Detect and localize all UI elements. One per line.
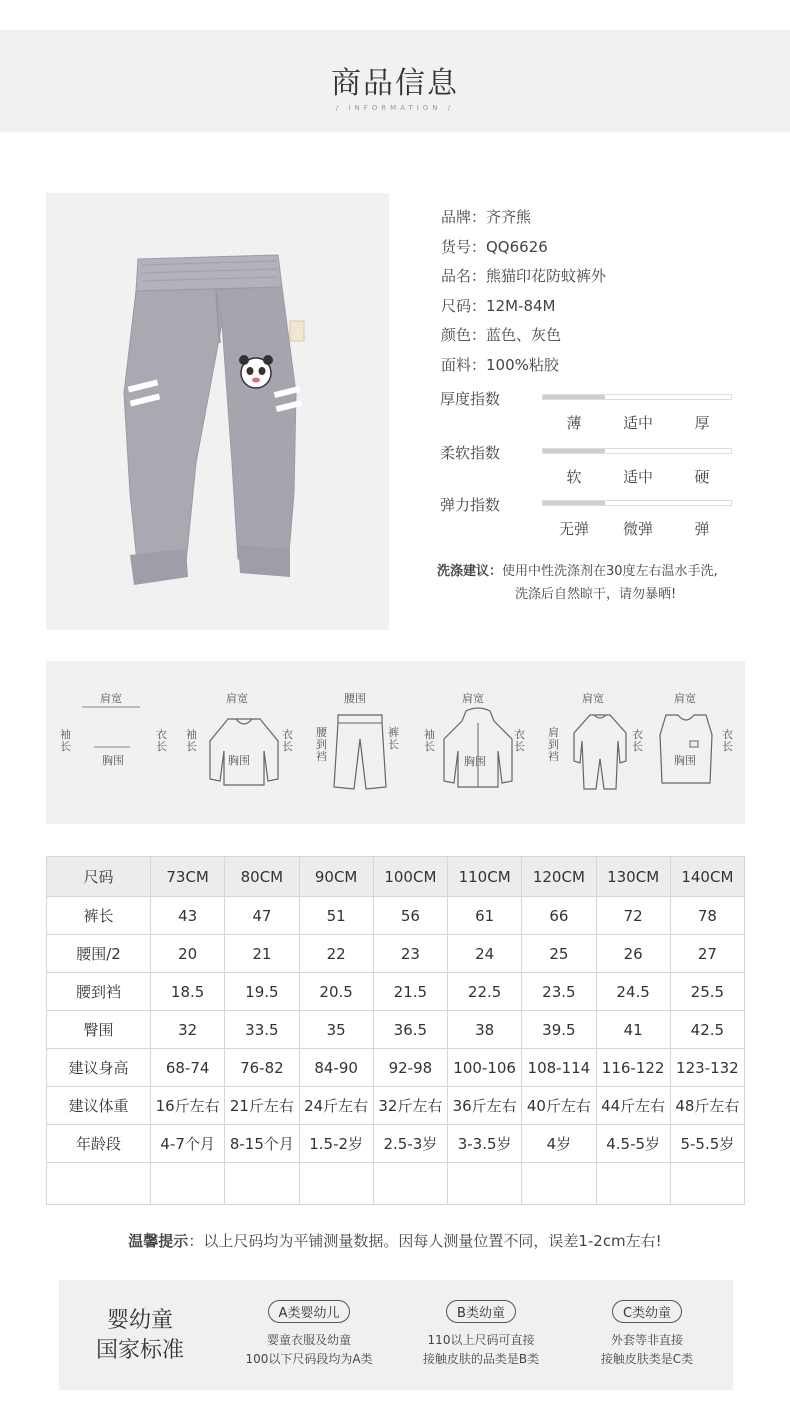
info-size-range: 尺码：12M-84M [441, 296, 556, 315]
scale-option: 厚 [694, 414, 710, 432]
class-badge: C类幼童 [612, 1300, 682, 1323]
table-cell: 32斤左右 [373, 1087, 447, 1125]
measure-waist-crotch-label: 腰到裆 [316, 726, 327, 763]
measure-sleeve-label: 袖长 [60, 728, 71, 753]
table-cell: 24.5 [596, 973, 670, 1011]
table-row [47, 1163, 745, 1205]
table-row [47, 1011, 745, 1049]
table-row-label [47, 1163, 151, 1205]
table-header-size: 140CM [670, 857, 744, 897]
standard-class-a [229, 1300, 389, 1369]
table-cell: 84-90 [299, 1049, 373, 1087]
table-cell: 24 [448, 935, 522, 973]
table-row [47, 1087, 745, 1125]
table-cell: 26 [596, 935, 670, 973]
standard-title-line1: 婴幼童 [106, 1308, 173, 1333]
tip-title: 温馨提示 [128, 1232, 189, 1250]
elasticity-scale [440, 494, 740, 544]
table-cell: 22 [299, 935, 373, 973]
table-cell: 4.5-5岁 [596, 1125, 670, 1163]
scale-bar [542, 500, 732, 506]
table-header-size: 120CM [522, 857, 596, 897]
info-colors: 颜色：蓝色、灰色 [441, 326, 562, 344]
table-cell: 41 [596, 1011, 670, 1049]
thickness-scale [440, 388, 740, 438]
product-info [441, 205, 771, 382]
table-header-size: 100CM [373, 857, 447, 897]
measure-chest-label: 胸围 [102, 754, 124, 767]
table-row [47, 897, 745, 935]
scale-option: 弹 [694, 520, 710, 538]
table-cell: 5-5.5岁 [670, 1125, 744, 1163]
table-header-size: 73CM [151, 857, 225, 897]
class-desc: 接触皮肤的品类是B类 [422, 1352, 540, 1366]
measure-shoulder-crotch-label: 肩到裆 [548, 726, 559, 763]
table-cell [448, 1163, 522, 1205]
table-cell: 100-106 [448, 1049, 522, 1087]
table-cell [373, 1163, 447, 1205]
table-cell: 27 [670, 935, 744, 973]
table-cell: 56 [373, 897, 447, 935]
table-cell [299, 1163, 373, 1205]
table-cell: 38 [448, 1011, 522, 1049]
table-cell: 24斤左右 [299, 1087, 373, 1125]
table-row-label: 腰围/2 [47, 935, 151, 973]
table-cell: 51 [299, 897, 373, 935]
scale-label: 柔软指数 [440, 444, 501, 462]
measure-sleeve-label: 袖长 [186, 728, 197, 753]
product-photo [46, 193, 389, 630]
table-cell: 66 [522, 897, 596, 935]
measure-shoulder-label: 肩宽 [100, 692, 122, 705]
table-cell: 18.5 [151, 973, 225, 1011]
table-row-label: 建议身高 [47, 1049, 151, 1087]
tip-text: ：以上尺码均为平铺测量数据。因每人测量位置不同，误差1-2cm左右! [188, 1232, 662, 1250]
table-row-label: 年龄段 [47, 1125, 151, 1163]
class-badge: A类婴幼儿 [268, 1300, 351, 1323]
table-cell: 20.5 [299, 973, 373, 1011]
class-desc: 100以下尺码段均为A类 [245, 1352, 373, 1366]
table-row-label: 裤长 [47, 897, 151, 935]
class-badge: B类幼童 [446, 1300, 516, 1323]
page-subtitle: / INFORMATION / [335, 104, 455, 112]
table-cell: 61 [448, 897, 522, 935]
table-cell: 25.5 [670, 973, 744, 1011]
table-header-size: 80CM [225, 857, 299, 897]
table-cell: 76-82 [225, 1049, 299, 1087]
scale-option: 软 [566, 468, 582, 486]
softness-scale [440, 442, 740, 492]
scale-fill [543, 501, 605, 505]
scale-option: 适中 [622, 414, 653, 432]
table-cell: 39.5 [522, 1011, 596, 1049]
info-item-number: 货号：QQ6626 [441, 237, 548, 256]
measure-length-label: 衣长 [722, 728, 733, 753]
table-cell: 22.5 [448, 973, 522, 1011]
table-row [47, 1049, 745, 1087]
romper-icon [568, 711, 632, 795]
size-tip [0, 1230, 790, 1251]
standard-class-c [567, 1300, 727, 1369]
measure-length-label: 衣长 [282, 728, 293, 753]
table-cell: 23 [373, 935, 447, 973]
measure-length-label: 衣长 [632, 728, 643, 753]
class-desc: 外套等非直接 [610, 1333, 683, 1347]
scale-label: 弹力指数 [440, 496, 501, 514]
table-cell: 43 [151, 897, 225, 935]
table-cell: 116-122 [596, 1049, 670, 1087]
table-cell: 108-114 [522, 1049, 596, 1087]
pants-illustration [46, 193, 389, 630]
table-cell: 20 [151, 935, 225, 973]
table-cell: 78 [670, 897, 744, 935]
size-table [46, 856, 745, 1205]
wash-title: 洗涤建议： [437, 564, 503, 579]
sweater-icon [204, 711, 284, 791]
table-cell: 3-3.5岁 [448, 1125, 522, 1163]
table-row [47, 1125, 745, 1163]
table-header-size: 90CM [299, 857, 373, 897]
scale-fill [543, 449, 605, 453]
table-row-label: 建议体重 [47, 1087, 151, 1125]
table-row-label: 臀围 [47, 1011, 151, 1049]
table-header-size: 110CM [448, 857, 522, 897]
table-cell: 40斤左右 [522, 1087, 596, 1125]
national-standard-panel [59, 1280, 733, 1390]
table-cell: 72 [596, 897, 670, 935]
table-cell: 2.5-3岁 [373, 1125, 447, 1163]
wash-line1: 使用中性洗涤剂在30度左右温水手洗, [502, 564, 718, 579]
table-cell: 4岁 [522, 1125, 596, 1163]
table-cell: 123-132 [670, 1049, 744, 1087]
table-cell: 21斤左右 [225, 1087, 299, 1125]
table-cell: 42.5 [670, 1011, 744, 1049]
table-cell: 23.5 [522, 973, 596, 1011]
scale-option: 微弹 [622, 520, 653, 538]
table-cell: 21.5 [373, 973, 447, 1011]
info-fabric: 面料：100%粘胶 [441, 355, 559, 374]
standard-class-b [401, 1300, 561, 1369]
table-row [47, 973, 745, 1011]
info-product-name: 品名：熊猫印花防蚊裤外 [441, 267, 607, 285]
class-desc: 接触皮肤类是C类 [600, 1352, 694, 1366]
class-desc: 110以上尺码可直接 [427, 1333, 535, 1347]
scale-option: 薄 [566, 414, 582, 432]
measure-line [94, 745, 130, 749]
measure-shoulder-label: 肩宽 [462, 692, 484, 705]
measurement-guide [46, 661, 745, 824]
table-cell: 1.5-2岁 [299, 1125, 373, 1163]
table-row-label: 腰到裆 [47, 973, 151, 1011]
measure-length-label: 衣长 [156, 728, 167, 753]
measure-pants-length-label: 裤长 [388, 726, 399, 751]
scale-option: 无弹 [558, 520, 589, 538]
measure-chest-label: 胸围 [464, 755, 486, 768]
jacket-icon [438, 707, 518, 793]
table-cell: 36斤左右 [448, 1087, 522, 1125]
measure-shoulder-label: 肩宽 [674, 692, 696, 705]
scale-option: 硬 [694, 468, 710, 486]
table-cell [670, 1163, 744, 1205]
table-cell: 68-74 [151, 1049, 225, 1087]
scale-fill [543, 395, 605, 399]
table-cell: 33.5 [225, 1011, 299, 1049]
measure-line [82, 704, 142, 710]
table-cell: 35 [299, 1011, 373, 1049]
vest-icon [656, 711, 716, 787]
standard-title-line2: 国家标准 [95, 1338, 184, 1363]
table-cell [151, 1163, 225, 1205]
table-header-row [47, 857, 745, 897]
table-cell: 47 [225, 897, 299, 935]
measure-chest-label: 胸围 [228, 754, 250, 767]
table-cell: 36.5 [373, 1011, 447, 1049]
scale-bar [542, 448, 732, 454]
page-title: 商品信息 [331, 66, 459, 101]
table-cell: 21 [225, 935, 299, 973]
measure-waist-label: 腰围 [344, 692, 366, 705]
table-cell: 92-98 [373, 1049, 447, 1087]
table-cell: 32 [151, 1011, 225, 1049]
scale-label: 厚度指数 [440, 390, 501, 408]
table-cell [522, 1163, 596, 1205]
pants-icon [332, 711, 388, 795]
table-row [47, 935, 745, 973]
table-header-size: 130CM [596, 857, 670, 897]
info-brand: 品牌：齐齐熊 [441, 208, 532, 226]
scale-option: 适中 [622, 468, 653, 486]
table-cell: 4-7个月 [151, 1125, 225, 1163]
measure-shoulder-label: 肩宽 [582, 692, 604, 705]
table-cell: 48斤左右 [670, 1087, 744, 1125]
scale-bar [542, 394, 732, 400]
measure-sleeve-label: 袖长 [424, 728, 435, 753]
table-cell: 19.5 [225, 973, 299, 1011]
table-cell: 25 [522, 935, 596, 973]
table-cell: 16斤左右 [151, 1087, 225, 1125]
measure-chest-label: 胸围 [674, 754, 696, 767]
table-cell: 44斤左右 [596, 1087, 670, 1125]
class-desc: 婴童衣服及幼童 [266, 1333, 351, 1347]
wash-line2: 洗涤后自然晾干，请勿暴晒! [515, 587, 677, 602]
table-cell [596, 1163, 670, 1205]
table-cell [225, 1163, 299, 1205]
table-header-label: 尺码 [47, 857, 151, 897]
measure-shoulder-label: 肩宽 [226, 692, 248, 705]
measure-length-label: 衣长 [514, 728, 525, 753]
standard-title [85, 1306, 195, 1366]
wash-advice [437, 560, 767, 606]
table-cell: 8-15个月 [225, 1125, 299, 1163]
